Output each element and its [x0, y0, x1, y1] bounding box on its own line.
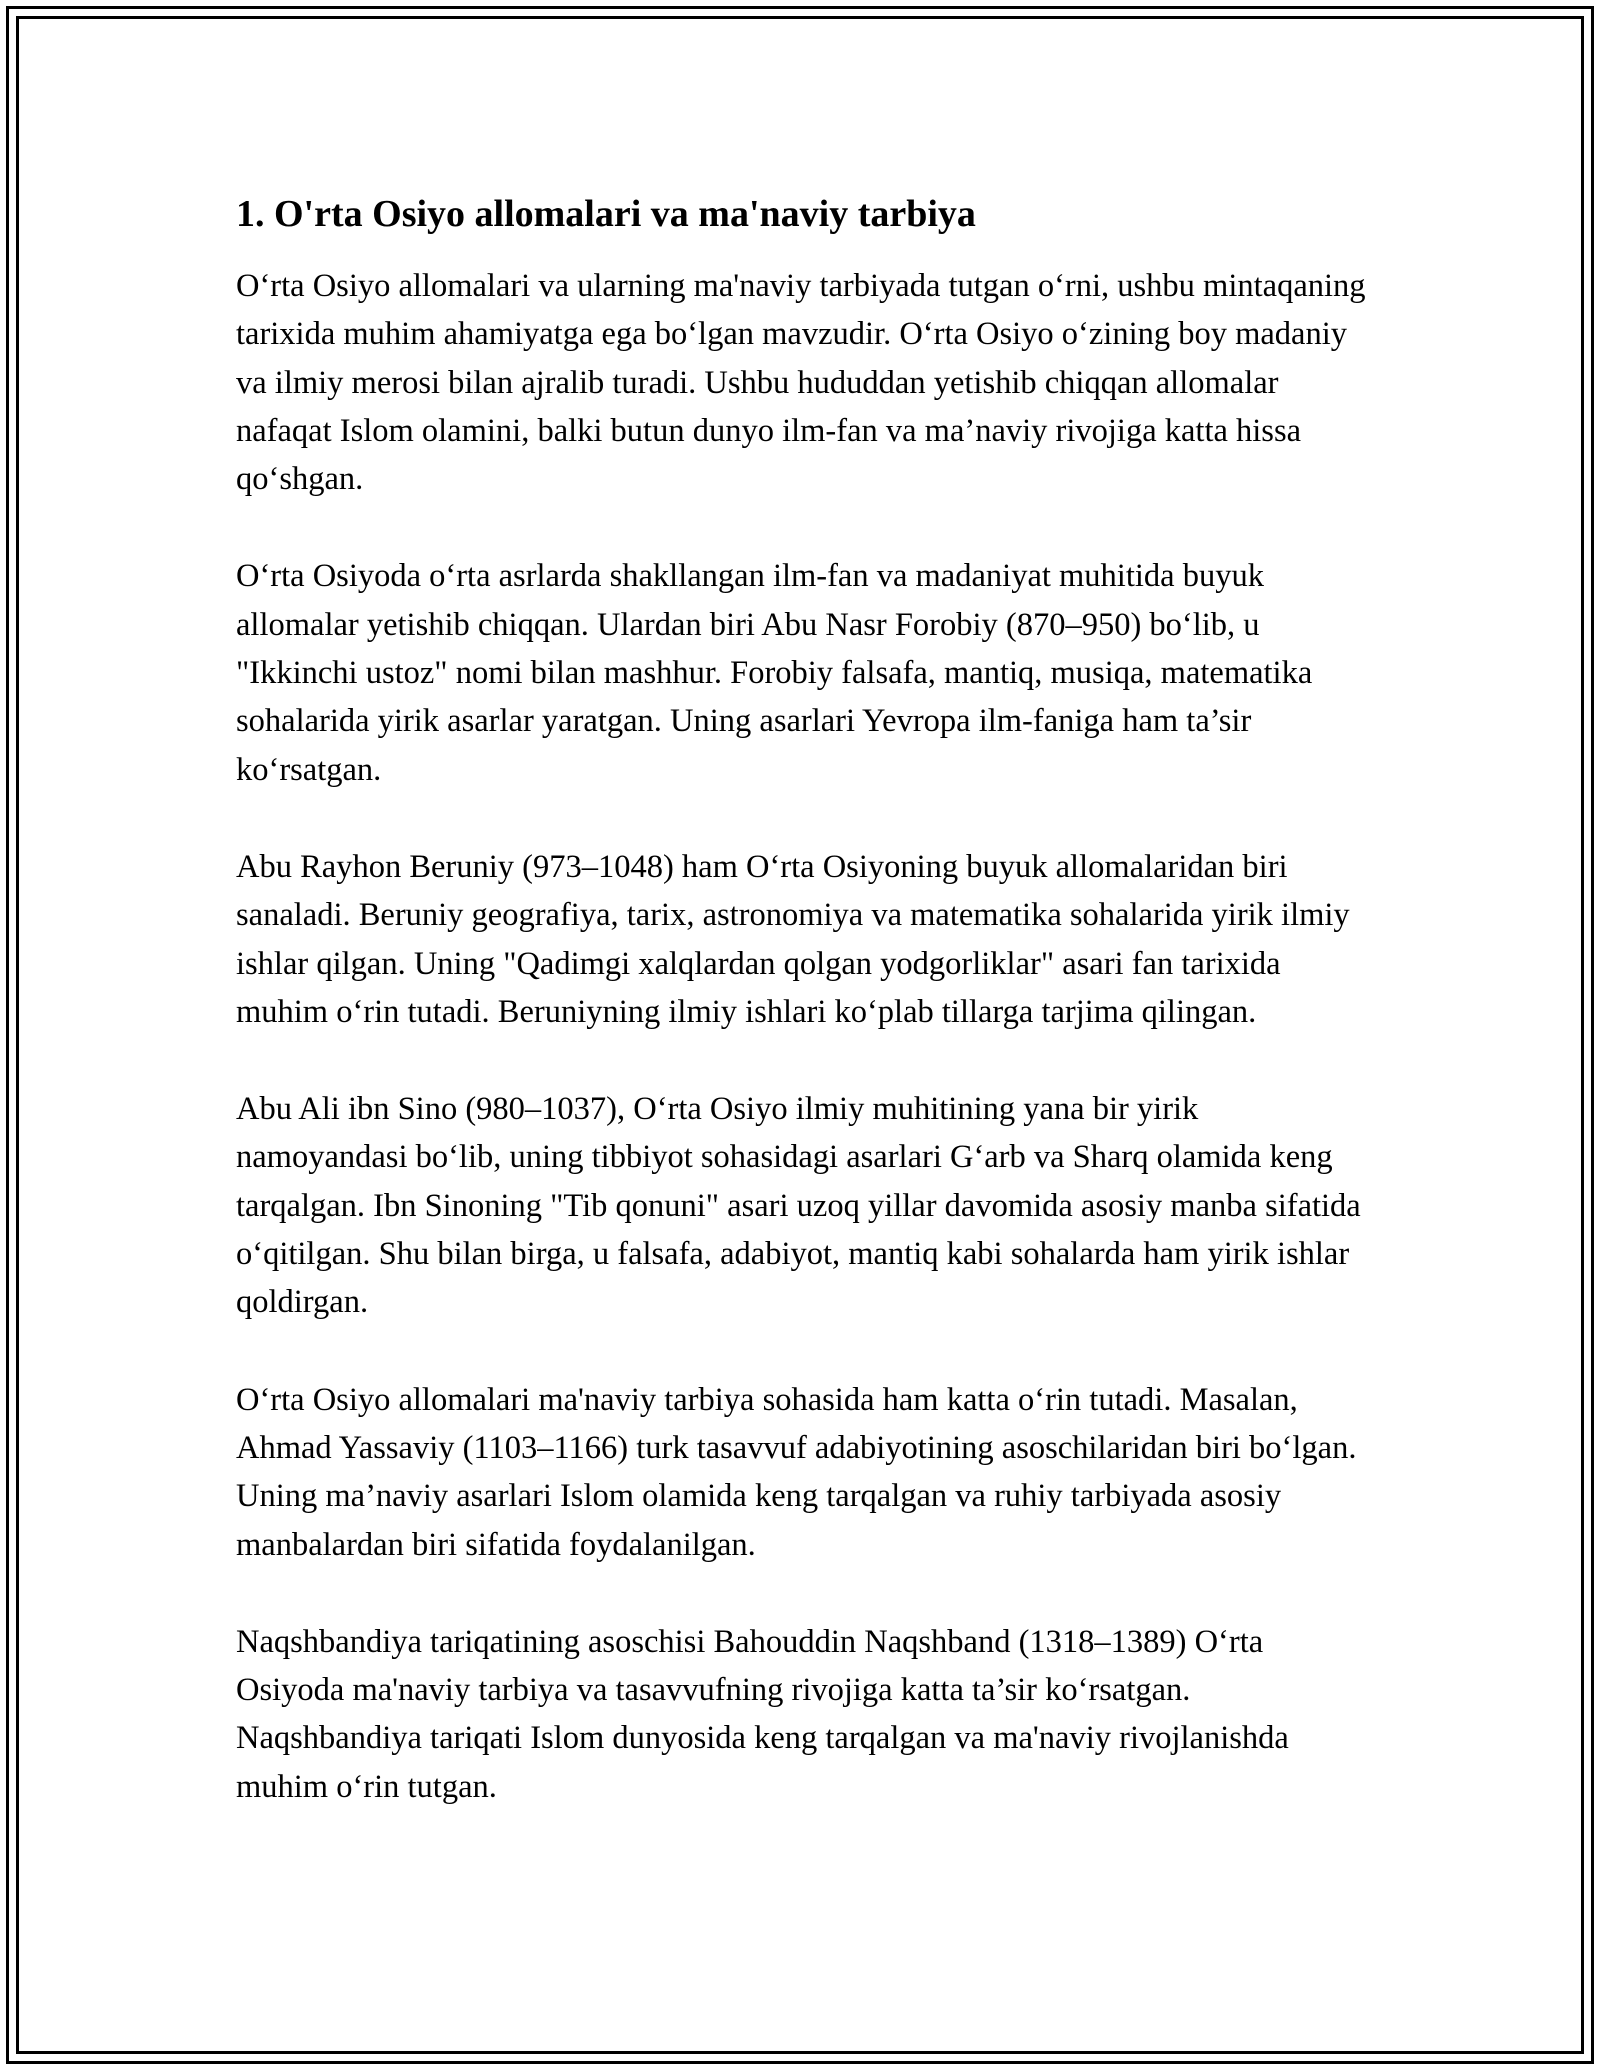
paragraph-beruniy: Abu Rayhon Beruniy (973–1048) ham O‘rta Osiyoning buyuk allomalaridan biri sanaladi. Beruniy geografiya, tarix, astronomiya va matematika sohalarida yirik ilmiy ishlar qilgan. Uning "Qadimgi xalqlardan qolgan yodgorliklar" asari fan tarixida muhim o‘rin tutadi. Beruniyning ilmiy ishlari ko‘plab tillarga tarjima qilingan.	[236, 848, 1350, 1030]
section-title: 1. O'rta Osiyo allomalari va ma'naviy tarbiya	[236, 193, 976, 235]
document-body	[236, 188, 1366, 1860]
paragraph-yassaviy: O‘rta Osiyo allomalari ma'naviy tarbiya sohasida ham katta o‘rin tutadi. Masalan, Ahmad Yassaviy (1103–1166) turk tasavvuf adabiyotining asoschilaridan biri bo‘lgan. Uning ma’naviy asarlari Islom olamida keng tarqalgan va ruhiy tarbiyada asosiy manbalardan biri sifatida foydalanilgan.	[236, 1381, 1357, 1563]
paragraph-ibn-sino: Abu Ali ibn Sino (980–1037), O‘rta Osiyo ilmiy muhitining yana bir yirik namoyandasi bo‘lib, uning tibbiyot sohasidagi asarlari G‘arb va Sharq olamida keng tarqalgan. Ibn Sinoning "Tib qonuni" asari uzoq yillar davomida asosiy manba sifatida o‘qitilgan. Shu bilan birga, u falsafa, adabiyot, mantiq kabi sohalarda ham yirik ishlar qoldirgan.	[236, 1091, 1361, 1321]
paragraph-intro: O‘rta Osiyo allomalari va ularning ma'naviy tarbiyada tutgan o‘rni, ushbu mintaqaning tarixida muhim ahamiyatga ega bo‘lgan mavzudir. O‘rta Osiyo o‘zining boy madaniy va ilmiy merosi bilan ajralib turadi. Ushbu hududdan yetishib chiqqan allomalar nafaqat Islom olamini, balki butun dunyo ilm-fan va ma’naviy rivojiga katta hissa qo‘shgan.	[236, 268, 1366, 498]
paragraph-naqshband: Naqshbandiya tariqatining asoschisi Bahouddin Naqshband (1318–1389) O‘rta Osiyoda ma'naviy tarbiya va tasavvufning rivojiga katta ta’sir ko‘rsatgan. Naqshbandiya tariqati Islom dunyosida keng tarqalgan va ma'naviy rivojlanishda muhim o‘rin tutgan.	[236, 1623, 1289, 1805]
paragraph-forobiy: O‘rta Osiyoda o‘rta asrlarda shakllangan ilm-fan va madaniyat muhitida buyuk allomalar yetishib chiqqan. Ulardan biri Abu Nasr Forobiy (870–950) bo‘lib, u "Ikkinchi ustoz" nomi bilan mashhur. Forobiy falsafa, mantiq, musiqa, matematika sohalarida yirik asarlar yaratgan. Uning asarlari Yevropa ilm-faniga ham ta’sir ko‘rsatgan.	[236, 558, 1313, 788]
